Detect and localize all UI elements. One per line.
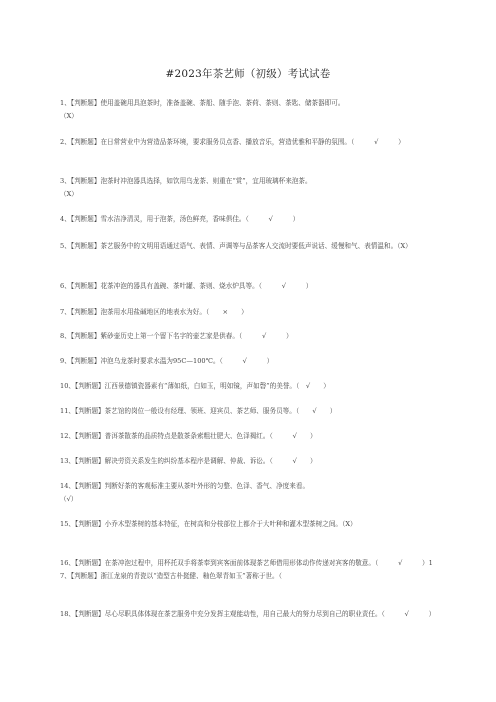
question-8: 8、【判断题】紫砂壶历史上第一个留下名字的壶艺家是供春。（ √ ） (60, 332, 293, 340)
question-6: 6、【判断题】花茶冲泡的器具有盖碗、茶叶罐、茶则、烧水炉具等。（ √ ） (60, 282, 313, 290)
question-16-17: 16、【判断题】在茶冲泡过程中，用杯托双手将茶奉到宾客面前体现茶艺师借用形体动作传递对宾客的敬意。（ √ ）17、【判断题】浙江龙泉的青瓷以“造型古朴挺健、釉色翠青如玉”著称于世。（ (60, 559, 433, 580)
question-7: 7、【判断题】泡茶用水用盐碱地区的地表水为好。（ × ） (60, 308, 248, 316)
question-13: 13、【判断题】解决劳资关系发生的纠纷基本程序是调解、仲裁、诉讼。（ √ ） (60, 457, 317, 465)
question-15: 15、【判断题】小乔木型茶树的基本特征，在树高和分枝部位上都介于大叶种和灌木型茶树之间。（X） (60, 520, 357, 528)
question-3: 3、【判断题】泡茶时冲泡器具选择，如饮用乌龙茶、则重在“赏”，宜用玻璃杯来泡茶。 （X） (60, 177, 312, 198)
question-9: 9、【判断题】冲泡乌龙茶时要求水温为95C—100℃。（ √ ） (60, 357, 274, 365)
question-12: 12、【判断题】普洱茶散茶的品质特点是散茶条索粗壮肥大、色泽褐红。（ √ ） (60, 432, 317, 440)
question-18: 18、【判断题】尽心尽职具体体现在茶艺服务中充分发挥主观能动性，用自己最大的努力尽到自己的职业责任。（ √ ） (60, 610, 436, 618)
question-14: 14、【判断题】判断好茶的客观标准主要从茶叶外形的匀整、色泽、香气、净度来看。 （√） (60, 482, 310, 503)
question-5: 5、【判断题】茶艺服务中的文明用语通过语气、表情、声调等与品茶客人交流时要低声说话、缓慢和气、表情温和。（X） (60, 242, 412, 250)
question-1: 1、【判断题】使用盖碗用具泡茶时，准备盖碗、茶船、随手泡、茶荷、茶则、茶匙、储茶器即可。 （X） (60, 99, 345, 120)
question-4: 4、【判断题】雪水洁净清灵，用于泡茶，汤色鲜亮，香味俱佳。（ √ ） (60, 215, 300, 223)
document-title: #2023年茶艺师（初级）考试试卷 (165, 68, 331, 80)
question-11: 11、【判断题】茶艺馆的岗位一般设有经理、领班、迎宾员、茶艺师、服务员等。（ √ ） (60, 407, 337, 415)
question-2: 2、【判断题】在日常营业中为营造品茶环境，要求服务员点香、播放音乐，营造优雅和平静的氛围。（ √ ） (60, 138, 405, 146)
question-10: 10、【判断题】江西景德镇瓷器素有“薄如纸，白如玉，明如镜，声如磬”的美誉。（ √ ） (60, 382, 330, 390)
